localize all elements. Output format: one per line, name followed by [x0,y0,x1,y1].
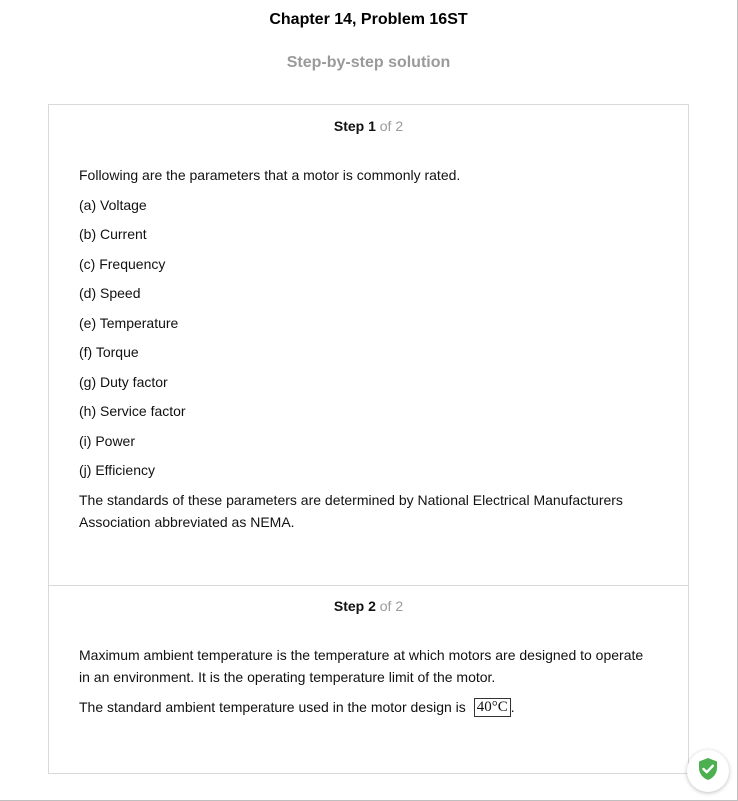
step-2 [49,585,688,773]
step-1-label: Step 1 [333,118,376,134]
solution-card [48,104,689,774]
list-item: (a) Voltage [79,196,147,213]
shield-button[interactable] [687,750,729,792]
list-item: (j) Efficiency [79,462,155,478]
list-item: (b) Current [79,226,147,242]
step-1-body [79,164,648,540]
step-2-label: Step 2 [333,598,376,614]
list-item: (d) Speed [79,285,141,301]
list-item: (f) Torque [79,344,139,360]
step-1-intro: Following are the parameters that a motor is commonly rated. [79,167,461,183]
page-subtitle: Step-by-step solution [286,54,451,71]
answer-prefix: The standard ambient temperature used in the motor design is [79,698,466,715]
page-title: Chapter 14, Problem 16ST [269,11,468,28]
step-2-answer [79,696,648,718]
step-2-paragraph: Maximum ambient temperature is the temperature at which motors are designed to operate in an environment. It is the operating temperature limit of the motor. [79,647,644,685]
list-item: (h) Service factor [79,403,186,419]
step-1-of: of 2 [379,118,404,134]
step-1-conclusion: The standards of these parameters are determined by National Electrical Manufacturers Association abbreviated as NEMA. [79,491,623,530]
list-item: (g) Duty factor [79,373,168,390]
list-item: (c) Frequency [79,255,166,272]
list-item: (i) Power [79,432,136,449]
answer-box: 40°C [474,698,511,717]
step-1-header [49,118,688,134]
step-2-body [79,644,648,725]
list-item: (e) Temperature [79,314,179,331]
shield-check-icon [697,757,719,786]
step-2-of: of 2 [379,598,404,614]
step-1 [49,105,688,586]
answer-suffix: . [510,698,515,715]
step-2-header [49,598,688,614]
